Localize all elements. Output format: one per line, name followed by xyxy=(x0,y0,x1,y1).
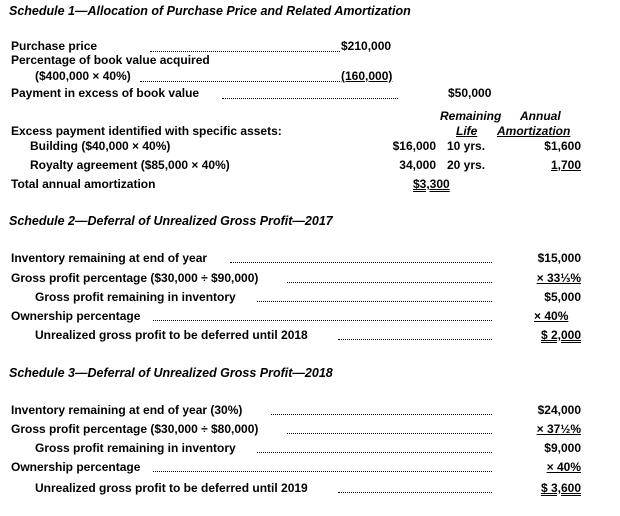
s3-row-value: $ 3,600 xyxy=(540,481,581,495)
leader-dots xyxy=(150,51,340,52)
s3-row-label: Unrealized gross profit to be deferred until 2019 xyxy=(35,481,308,495)
leader-dots xyxy=(153,320,492,321)
col-remaining: Remaining xyxy=(440,109,502,123)
s3-row-value: × 40% xyxy=(546,460,581,474)
excess-identified-label: Excess payment identified with specific assets: xyxy=(11,124,282,138)
leader-dots xyxy=(140,81,340,82)
leader-dots xyxy=(338,492,492,493)
s3-row-label: Gross profit remaining in inventory xyxy=(35,441,236,455)
pct-book-detail: ($400,000 × 40%) xyxy=(35,69,131,83)
purchase-price-value: $210,000 xyxy=(341,39,392,53)
s3-row-label: Ownership percentage xyxy=(11,460,141,474)
building-life: 10 yrs. xyxy=(447,139,486,153)
s3-row-value: × 37½% xyxy=(536,422,581,436)
s2-row-value: × 40% xyxy=(534,309,569,323)
royalty-amortization: 1,700 xyxy=(550,158,581,172)
building-label: Building ($40,000 × 40%) xyxy=(30,139,171,153)
building-amortization: $1,600 xyxy=(544,139,581,153)
leader-dots xyxy=(338,339,492,340)
s2-row-value: $15,000 xyxy=(537,251,581,265)
total-amortization-label: Total annual amortization xyxy=(11,177,156,191)
s2-row-label: Gross profit remaining in inventory xyxy=(35,290,236,304)
s2-row-value: $ 2,000 xyxy=(540,328,581,342)
pct-book-value: (160,000) xyxy=(341,69,393,83)
schedule-3-title: Schedule 3—Deferral of Unrealized Gross Profit—2018 xyxy=(9,366,333,380)
purchase-price-label: Purchase price xyxy=(11,39,98,53)
s3-row-label: Gross profit percentage ($30,000 ÷ $80,000) xyxy=(11,422,259,436)
s2-row-label: Ownership percentage xyxy=(11,309,141,323)
col-life: Life xyxy=(456,124,478,138)
royalty-life: 20 yrs. xyxy=(447,158,486,172)
s3-row-value: $24,000 xyxy=(537,403,581,417)
total-amortization-value: $3,300 xyxy=(413,177,450,191)
s2-row-label: Inventory remaining at end of year xyxy=(11,251,208,265)
s3-row-value: $9,000 xyxy=(544,441,581,455)
leader-dots xyxy=(257,452,492,453)
royalty-amount: 34,000 xyxy=(399,158,436,172)
excess-label: Payment in excess of book value xyxy=(11,86,200,100)
building-amount: $16,000 xyxy=(392,139,436,153)
leader-dots xyxy=(257,301,492,302)
leader-dots xyxy=(230,262,492,263)
schedule-2-title: Schedule 2—Deferral of Unrealized Gross Profit—2017 xyxy=(9,214,333,228)
s2-row-label: Gross profit percentage ($30,000 ÷ $90,000) xyxy=(11,271,259,285)
s2-row-label: Unrealized gross profit to be deferred until 2018 xyxy=(35,328,308,342)
col-amortization: Amortization xyxy=(497,124,571,138)
leader-dots xyxy=(287,282,492,283)
leader-dots xyxy=(222,98,398,99)
excess-value: $50,000 xyxy=(448,86,492,100)
col-annual: Annual xyxy=(520,109,561,123)
schedule-1-title: Schedule 1—Allocation of Purchase Price and Related Amortization xyxy=(9,4,411,18)
leader-dots xyxy=(153,471,492,472)
s3-row-label: Inventory remaining at end of year (30%) xyxy=(11,403,243,417)
s2-row-value: × 33⅓% xyxy=(536,271,581,285)
leader-dots xyxy=(287,433,492,434)
royalty-label: Royalty agreement ($85,000 × 40%) xyxy=(30,158,230,172)
leader-dots xyxy=(271,414,492,415)
pct-book-label: Percentage of book value acquired xyxy=(11,53,210,67)
s2-row-value: $5,000 xyxy=(544,290,581,304)
